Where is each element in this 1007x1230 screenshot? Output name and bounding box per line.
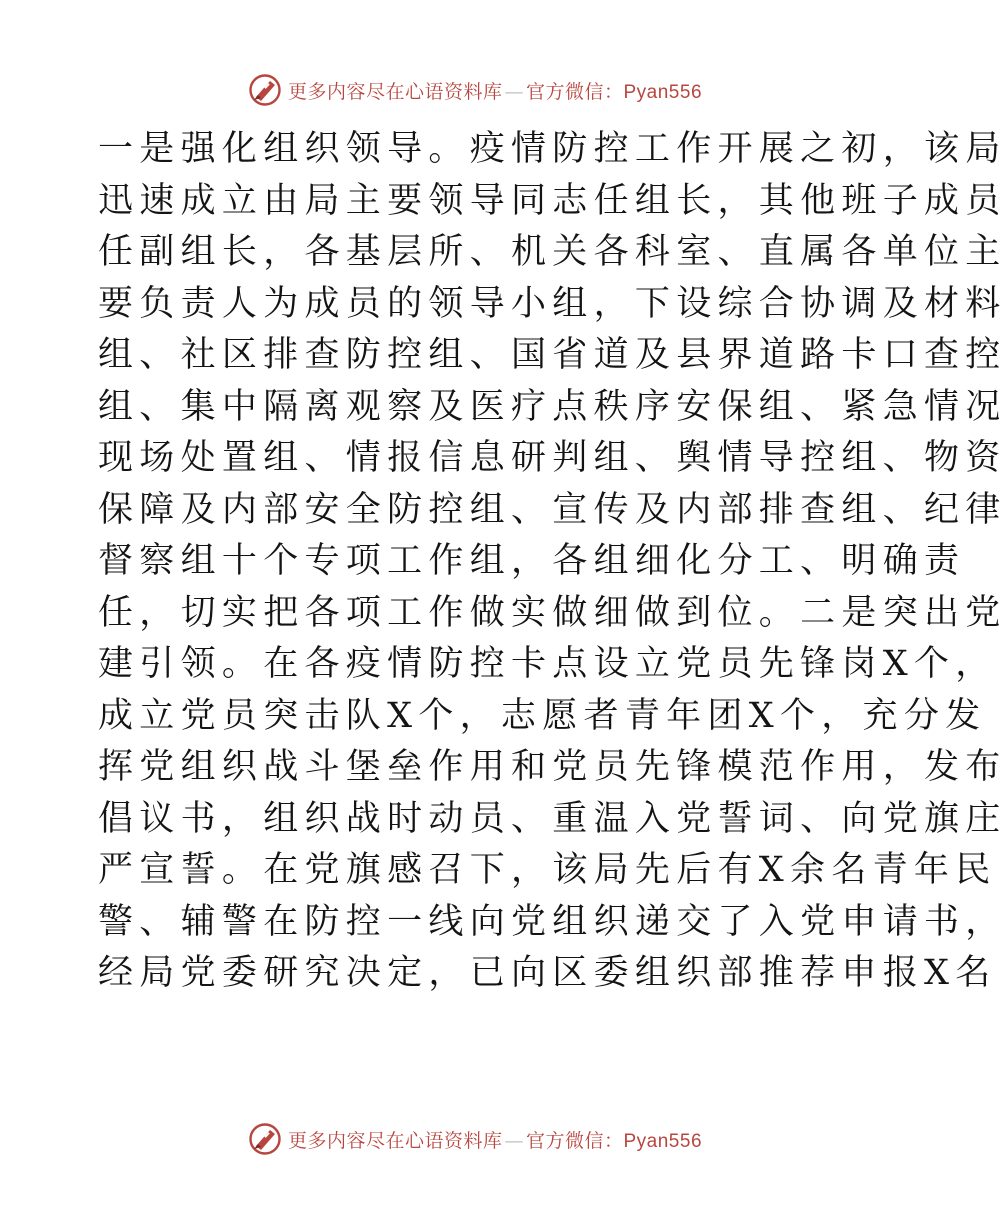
body-line: 任副组长，各基层所、机关各科室、直属各单位主 bbox=[98, 232, 1007, 272]
body-line: 警、辅警在防控一线向党组织递交了入党申请书， bbox=[98, 901, 1007, 942]
body-paragraph bbox=[98, 124, 1007, 1000]
body-line: 组、社区排查防控组、国省道及县界道路卡口查控 bbox=[98, 335, 1007, 375]
header-banner bbox=[0, 70, 950, 110]
body-line: 迅速成立由局主要领导同志任组长，其他班子成员 bbox=[98, 180, 1007, 221]
footer-wechat-label: 官方微信： bbox=[525, 1129, 624, 1152]
body-line: 要负责人为成员的领导小组，下设综合协调及材料 bbox=[98, 283, 1007, 324]
body-line: 督察组十个专项工作组，各组细化分工、明确责 bbox=[98, 541, 966, 581]
footer-separator: — bbox=[504, 1129, 524, 1152]
body-line: 倡议书，组织战时动员、重温入党誓词、向党旗庄 bbox=[98, 798, 1007, 839]
header-wechat-label: 官方微信： bbox=[525, 80, 624, 103]
header-wechat-handle: Pyan556 bbox=[623, 81, 703, 103]
body-line: 任，切实把各项工作做实做细做到位。二是突出党 bbox=[98, 592, 1007, 633]
body-line: 现场处置组、情报信息研判组、舆情导控组、物资 bbox=[98, 438, 1007, 478]
body-line: 建引领。在各疫情防控卡点设立党员先锋岗X个， bbox=[98, 644, 997, 684]
header-site-text: 更多内容尽在心语资料库 bbox=[287, 80, 503, 103]
header-text bbox=[288, 77, 702, 104]
footer-site-text: 更多内容尽在心语资料库 bbox=[287, 1129, 503, 1152]
body-line: 严宣誓。在党旗感召下，该局先后有X余名青年民 bbox=[98, 850, 997, 890]
body-line: 保障及内部安全防控组、宣传及内部排查组、纪律 bbox=[98, 489, 1007, 530]
footer-wechat-handle: Pyan556 bbox=[623, 1130, 703, 1152]
body-line: 一是强化组织领导。疫情防控工作开展之初，该局 bbox=[98, 129, 1007, 169]
red-tablet-logo-icon bbox=[248, 73, 282, 107]
body-line: 经局党委研究决定，已向区委组织部推荐申报X名 bbox=[98, 953, 997, 993]
red-tablet-logo-icon bbox=[248, 1122, 282, 1156]
body-line: 组、集中隔离观察及医疗点秩序安保组、紧急情况 bbox=[98, 386, 1007, 427]
header-separator: — bbox=[504, 80, 524, 103]
footer-banner bbox=[0, 1119, 950, 1159]
footer-text bbox=[288, 1126, 702, 1153]
body-line: 挥党组织战斗堡垒作用和党员先锋模范作用，发布 bbox=[98, 747, 1007, 787]
body-line: 成立党员突击队X个，志愿者青年团X个，充分发 bbox=[98, 695, 987, 736]
